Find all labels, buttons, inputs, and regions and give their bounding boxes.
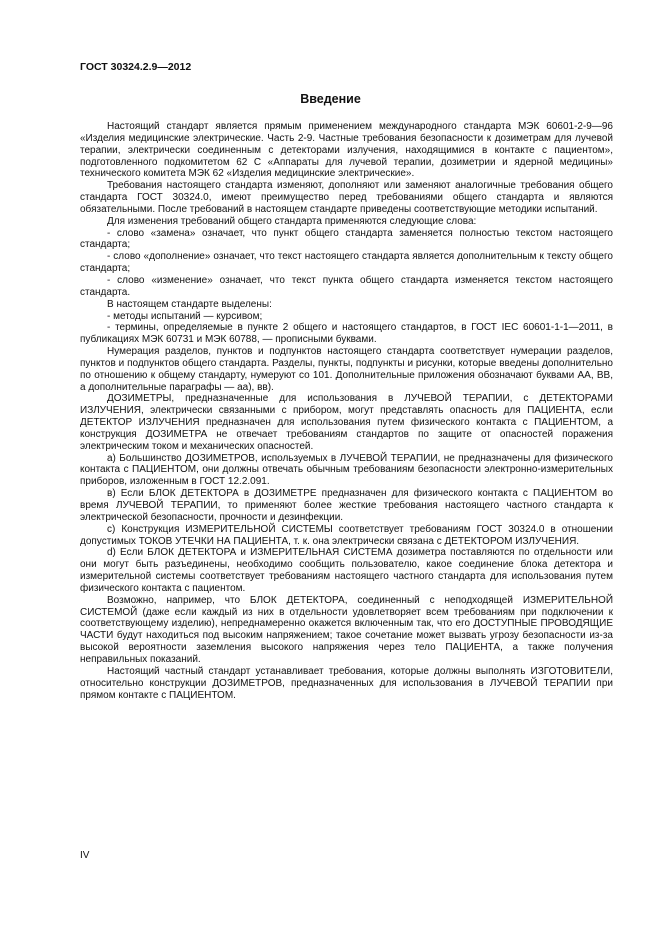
section-title: Введение — [300, 92, 361, 106]
list-item-terms: - термины, определяемые в пункте 2 общего и настоящего стандартов, в ГОСТ IEC 60601-1-1—2011, в публикациях МЭК 60731 и МЭК 60788, — прописными буквами. — [80, 322, 613, 346]
list-item-test-methods: - методы испытаний — курсивом; — [107, 310, 263, 322]
paragraph-1: Настоящий стандарт является прямым применением международного стандарта МЭК 60601-2-9—96 «Изделия медицинские электрические. Часть 2-9. Частные требования безопасности к дозиметрам для лучевой терапии, электрически соединенным с детекторами излучения, находящимися в контакте с пациентом», подготовленного подкомитетом 62 С «Аппараты для лучевой терапии, дозиметрии и ядерной медицины» технического комитета МЭК 62 «Изделия медицинские электрические». — [80, 121, 613, 180]
paragraph-scope: Настоящий частный стандарт устанавливает требования, которые должны выполнять ИЗГОТОВИТЕЛИ, относительно конструкции ДОЗИМЕТРОВ, предназначенных для использования в ЛУЧЕВОЙ ТЕРАПИИ при прямом контакте с ПАЦИЕНТОМ. — [80, 665, 613, 701]
paragraph-d: d) Если БЛОК ДЕТЕКТОРА и ИЗМЕРИТЕЛЬНАЯ СИСТЕМА дозиметра поставляются по отдельности или они могут быть разъединены, необходимо сообщить пользователю, какое соединение блока детектора и измерительной системы соответствует требованиям настоящего частного стандарта для использования путем физического контакта с пациентом. — [80, 547, 613, 594]
list-item-addition: - слово «дополнение» означает, что текст настоящего стандарта является дополнительным к тексту общего стандарта; — [80, 251, 613, 275]
paragraph-dosimeters: ДОЗИМЕТРЫ, предназначенные для использования в ЛУЧЕВОЙ ТЕРАПИИ, с ДЕТЕКТОРАМИ ИЗЛУЧЕНИЯ, электрически связанными с прибором, могут представлять опасность для ПАЦИЕНТА, если ДЕТЕКТОР ИЗЛУЧЕНИЯ предназначен для использования путем физического контакта с ПАЦИЕНТОМ, а конструкция ДОЗИМЕТРА не отвечает требованиям стандартов по защите от опасностей поражения электрическим током и механических опасностей. — [80, 393, 613, 452]
paragraph-a: а) Большинство ДОЗИМЕТРОВ, используемых в ЛУЧЕВОЙ ТЕРАПИИ, не предназначены для физического контакта с ПАЦИЕНТОМ, они должны отвечать обычным требованиям безопасности электронно-измерительных приборов, изложенным в ГОСТ 12.2.091. — [80, 452, 613, 488]
paragraph-numbering: Нумерация разделов, пунктов и подпунктов настоящего стандарта соответствует нумерации разделов, пунктов и подпунктов общего стандарта. Разделы, пункты, подпункты и рисунки, которые введены дополнительно по отношению к общему стандарту, нумеруют со 101. Дополнительные приложения обозначают буквами АА, ВВ, а дополнительные параграфы — аа), вв). — [80, 346, 613, 393]
paragraph-2: Требования настоящего стандарта изменяют, дополняют или заменяют аналогичные требования общего стандарта ГОСТ 30324.0, имеют преимущество перед требованиями общего стандарта и являются обязательными. После требований в настоящем стандарте приведены соответствующие методики испытаний. — [80, 180, 613, 215]
paragraph-3: Для изменения требований общего стандарта применяются следующие слова: — [107, 215, 477, 227]
standard-code-header: ГОСТ 30324.2.9—2012 — [80, 61, 192, 73]
list-item-amendment: - слово «изменение» означает, что текст пункта общего стандарта изменяется текстом настоящего стандарта. — [80, 274, 613, 298]
page-number: IV — [80, 850, 90, 861]
paragraph-example: Возможно, например, что БЛОК ДЕТЕКТОРА, соединенный с неподходящей ИЗМЕРИТЕЛЬНОЙ СИСТЕМОЙ (даже если каждый из них в отдельности удовлетворяет всем требованиям при подключении к соответствующему изделию), непреднамеренно окажется включенным так, что его ДОСТУПНЫЕ ПРОВОДЯЩИЕ ЧАСТИ будут находиться под высоким напряжением; такое сочетание может вызвать угрозу безопасности из-за высокой вероятности заземления высокого напряжения через тело ПАЦИЕНТА, а также получения неправильных показаний. — [80, 594, 613, 665]
paragraph-highlighted: В настоящем стандарте выделены: — [107, 298, 272, 310]
body-text — [80, 121, 613, 701]
paragraph-b: в) Если БЛОК ДЕТЕКТОРА в ДОЗИМЕТРЕ предназначен для физического контакта с ПАЦИЕНТОМ во время ЛУЧЕВОЙ ТЕРАПИИ, то применяют более жесткие требования настоящего частного стандарта к электрической безопасности, прочности и дезинфекции. — [80, 488, 613, 523]
paragraph-c: с) Конструкция ИЗМЕРИТЕЛЬНОЙ СИСТЕМЫ соответствует требованиям ГОСТ 30324.0 в отношении допустимых ТОКОВ УТЕЧКИ НА ПАЦИЕНТА, т. к. она электрически связана с ДЕТЕКТОРОМ ИЗЛУЧЕНИЯ. — [80, 523, 613, 547]
list-item-replacement: - слово «замена» означает, что пункт общего стандарта заменяется полностью текстом настоящего стандарта; — [80, 227, 613, 251]
